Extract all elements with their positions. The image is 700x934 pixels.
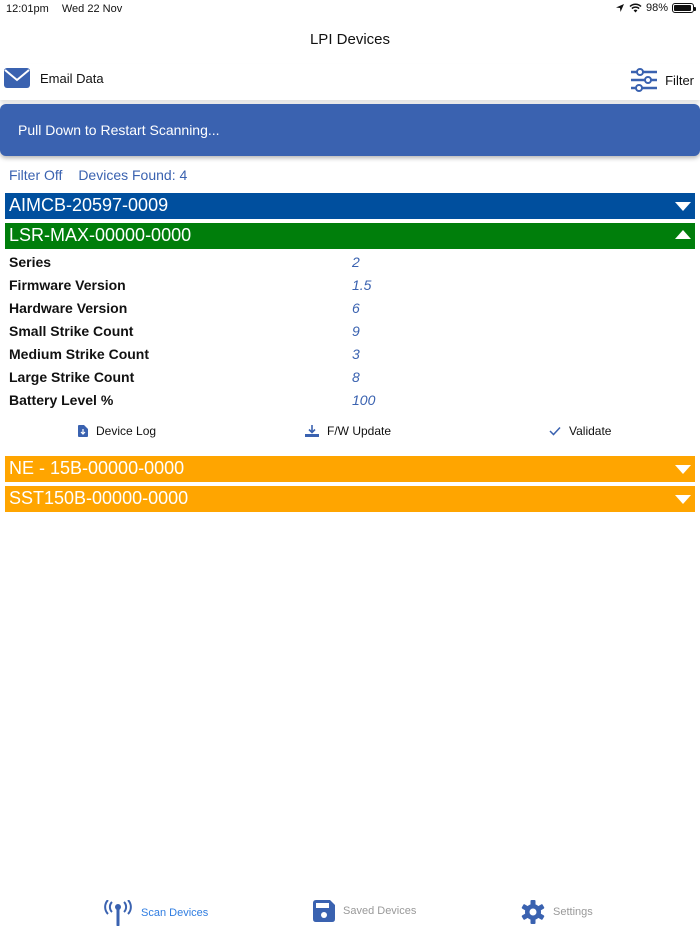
battery-percent: 98% bbox=[645, 2, 668, 14]
detail-key: Hardware Version bbox=[9, 300, 128, 316]
detail-row-large-strike bbox=[9, 367, 689, 390]
tab-bar bbox=[0, 884, 700, 934]
device-name: AIMCB-20597-0009 bbox=[9, 195, 169, 215]
status-time: 12:01pm bbox=[6, 3, 49, 15]
device-log-button[interactable] bbox=[78, 424, 156, 438]
pull-to-refresh-banner[interactable]: Pull Down to Restart Scanning... bbox=[0, 104, 700, 156]
chevron-down-icon bbox=[675, 495, 691, 504]
sliders-icon bbox=[631, 68, 657, 92]
page-title: LPI Devices bbox=[309, 31, 391, 48]
detail-value: 8 bbox=[352, 369, 360, 385]
device-actions bbox=[0, 424, 700, 442]
antenna-icon bbox=[103, 900, 133, 926]
device-name: NE - 15B-00000-0000 bbox=[9, 458, 185, 478]
device-log-label: Device Log bbox=[96, 424, 157, 438]
filter-button[interactable] bbox=[631, 68, 694, 92]
filter-status: Filter Off bbox=[9, 167, 63, 183]
file-download-icon bbox=[78, 425, 88, 437]
fw-update-label: F/W Update bbox=[327, 424, 392, 438]
device-details bbox=[9, 252, 689, 413]
detail-value: 2 bbox=[352, 254, 360, 270]
detail-value: 6 bbox=[352, 300, 360, 316]
detail-key: Battery Level % bbox=[9, 392, 114, 408]
chevron-down-icon bbox=[675, 465, 691, 474]
detail-row-battery bbox=[9, 390, 689, 413]
status-date: Wed 22 Nov bbox=[61, 3, 123, 15]
wifi-icon bbox=[629, 3, 642, 13]
battery-icon bbox=[672, 3, 694, 13]
device-header-sst150b[interactable] bbox=[5, 486, 695, 512]
floppy-disk-icon bbox=[313, 900, 335, 922]
location-icon bbox=[615, 3, 625, 13]
devices-found-count: Devices Found: 4 bbox=[78, 167, 188, 183]
detail-row-medium-strike bbox=[9, 344, 689, 367]
email-data-label: Email Data bbox=[40, 70, 104, 86]
device-header-ne-15b[interactable] bbox=[5, 456, 695, 482]
detail-row-small-strike bbox=[9, 321, 689, 344]
envelope-icon bbox=[4, 68, 30, 88]
filter-label: Filter bbox=[665, 72, 694, 88]
tab-saved-devices[interactable] bbox=[313, 900, 416, 922]
detail-key: Series bbox=[9, 254, 52, 270]
tab-settings[interactable] bbox=[521, 900, 593, 924]
detail-value: 3 bbox=[352, 346, 360, 362]
toolbar bbox=[0, 64, 700, 100]
device-name: LSR-MAX-00000-0000 bbox=[9, 225, 192, 245]
filter-info bbox=[9, 167, 187, 183]
detail-row-hardware bbox=[9, 298, 689, 321]
detail-key: Large Strike Count bbox=[9, 369, 135, 385]
fw-update-button[interactable] bbox=[305, 424, 391, 438]
email-data-button[interactable] bbox=[4, 68, 104, 88]
device-header-lsr-max[interactable] bbox=[5, 223, 695, 249]
detail-key: Firmware Version bbox=[9, 277, 126, 293]
detail-value: 9 bbox=[352, 323, 360, 339]
tab-label: Saved Devices bbox=[343, 905, 417, 917]
tab-scan-devices[interactable] bbox=[103, 900, 208, 926]
detail-value: 100 bbox=[352, 392, 376, 408]
device-name: SST150B-00000-0000 bbox=[9, 488, 189, 508]
chevron-down-icon bbox=[675, 202, 691, 211]
chevron-up-icon bbox=[675, 230, 691, 239]
download-tray-icon bbox=[305, 425, 319, 437]
detail-row-series bbox=[9, 252, 689, 275]
gear-icon bbox=[521, 900, 545, 924]
tab-label: Settings bbox=[553, 906, 593, 918]
detail-key: Small Strike Count bbox=[9, 323, 134, 339]
detail-key: Medium Strike Count bbox=[9, 346, 150, 362]
validate-label: Validate bbox=[569, 424, 612, 438]
status-bar bbox=[0, 0, 700, 18]
checkmark-icon bbox=[549, 426, 561, 436]
tab-label: Scan Devices bbox=[141, 907, 209, 919]
detail-row-firmware bbox=[9, 275, 689, 298]
device-header-aimcb[interactable] bbox=[5, 193, 695, 219]
validate-button[interactable] bbox=[549, 424, 611, 438]
detail-value: 1.5 bbox=[352, 277, 372, 293]
